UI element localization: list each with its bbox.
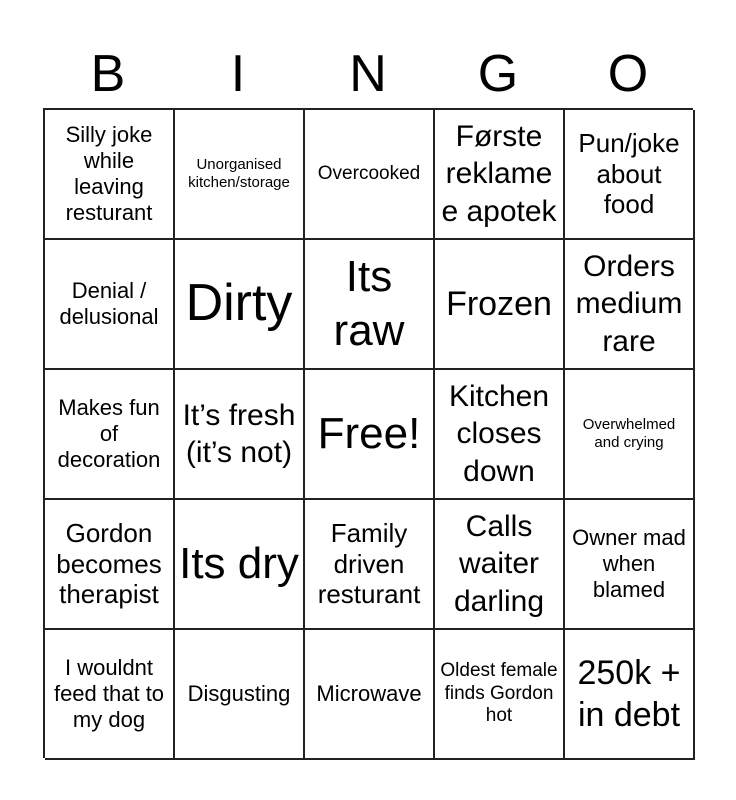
bingo-cell[interactable]: Frozen [435,240,565,370]
bingo-cell[interactable]: Calls waiter darling [435,500,565,630]
header-letter-i: I [230,45,246,103]
bingo-cell[interactable]: Owner mad when blamed [565,500,695,630]
bingo-cell[interactable]: 250k + in debt [565,630,695,760]
header-letter-o: O [607,45,649,103]
bingo-cell[interactable]: Dirty [175,240,305,370]
bingo-cell[interactable]: Silly joke while leaving resturant [45,110,175,240]
bingo-cell[interactable]: Family driven resturant [305,500,435,630]
bingo-cell[interactable]: Kitchen closes down [435,370,565,500]
bingo-cell[interactable]: Its raw [305,240,435,370]
bingo-cell[interactable]: Orders medium rare [565,240,695,370]
bingo-cell[interactable]: Its dry [175,500,305,630]
bingo-cell[interactable]: Oldest female finds Gordon hot [435,630,565,760]
bingo-cell[interactable]: Overwhelmed and crying [565,370,695,500]
header-letter-n: N [349,45,387,103]
bingo-cell[interactable]: Gordon becomes therapist [45,500,175,630]
header-letter-g: G [477,45,519,103]
bingo-cell[interactable]: Overcooked [305,110,435,240]
bingo-cell[interactable]: Microwave [305,630,435,760]
bingo-cell[interactable]: Disgusting [175,630,305,760]
bingo-grid [43,108,693,758]
bingo-cell[interactable]: Denial / delusional [45,240,175,370]
header-letter-b: B [90,45,126,103]
bingo-cell[interactable]: Unorganised kitchen/storage [175,110,305,240]
free-space-cell[interactable]: Free! [305,370,435,500]
bingo-header [43,40,693,108]
bingo-cell[interactable]: Første reklame e apotek [435,110,565,240]
bingo-cell[interactable]: Makes fun of decoration [45,370,175,500]
bingo-cell[interactable]: I wouldnt feed that to my dog [45,630,175,760]
bingo-cell[interactable]: Pun/joke about food [565,110,695,240]
bingo-cell[interactable]: It’s fresh (it’s not) [175,370,305,500]
